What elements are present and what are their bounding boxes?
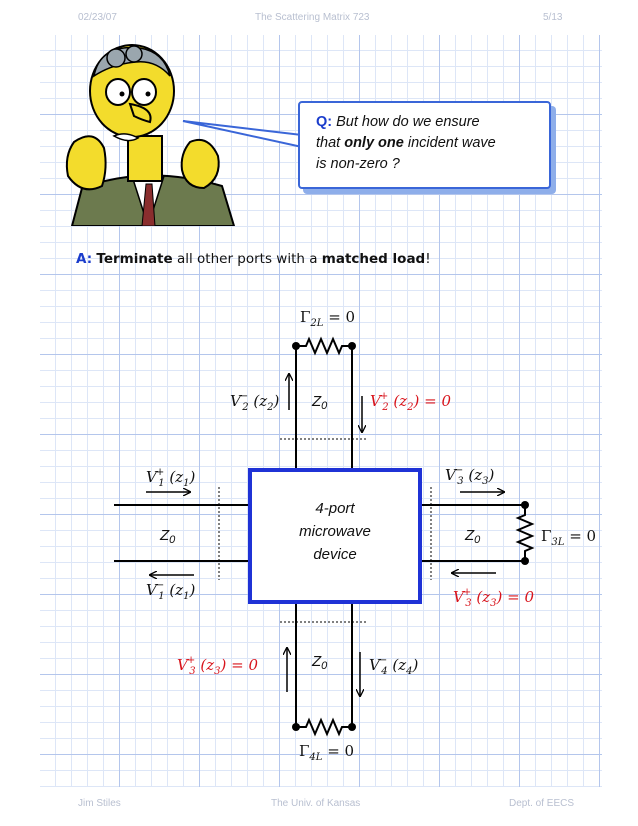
- v1-minus-label: V− 1 $(z_1)$: [146, 580, 196, 602]
- port-3-line: [422, 505, 532, 561]
- v1-plus-label: V+ 1 $(z_1)$: [146, 467, 196, 489]
- question-text: Q: But how do we ensure that only one incident wave is non-zero ?: [316, 114, 496, 172]
- v3-plus-zero-label: V+ 3 $(z_3) = 0$: [453, 587, 535, 609]
- device-label-2: microwave: [299, 523, 371, 540]
- header-page-number: 5/13: [543, 12, 563, 23]
- port-1-line: [114, 505, 248, 561]
- footer-department: Dept. of EECS: [509, 798, 575, 809]
- z0-port-1: $Z_0$: [160, 527, 176, 546]
- terminal-node: [521, 501, 529, 509]
- device-label-1: 4-port: [315, 500, 355, 517]
- v2-minus-label: V− 2 $(z_2)$: [230, 391, 280, 413]
- question-emphasis: only one: [344, 135, 404, 151]
- gamma-2l-label: $\Gamma_{2L} = 0$: [300, 308, 356, 329]
- gamma-4l-label: $\Gamma_{4L} = 0$: [299, 742, 355, 763]
- answer-label: A:: [76, 251, 93, 267]
- v4-plus-zero-label: V+ 3 $(z_3) = 0$: [177, 655, 259, 677]
- question-label: Q:: [316, 114, 333, 130]
- terminal-node: [292, 723, 300, 731]
- z0-port-4: $Z_0$: [312, 653, 328, 672]
- footer-author: Jim Stiles: [78, 798, 121, 809]
- terminal-node: [292, 342, 300, 350]
- terminal-node: [521, 557, 529, 565]
- header-date: 02/23/07: [78, 12, 117, 23]
- gamma-3l-label: $\Gamma_{3L} = 0$: [541, 527, 597, 548]
- answer-line: A: Terminate all other ports with a matched load!: [76, 251, 431, 267]
- header-title: The Scattering Matrix 723: [255, 12, 370, 23]
- device-label-3: device: [313, 546, 357, 563]
- terminal-node: [348, 723, 356, 731]
- v3-minus-label: V− 3 $(z_3)$: [445, 465, 495, 487]
- v4-minus-label: V− 4 $(z_4)$: [369, 655, 419, 677]
- terminal-node: [348, 342, 356, 350]
- footer-university: The Univ. of Kansas: [271, 798, 361, 809]
- z0-port-2: $Z_0$: [312, 393, 328, 412]
- v2-plus-zero-label: V+ 2 $(z_2) = 0$: [370, 391, 452, 413]
- z0-port-3: $Z_0$: [465, 527, 481, 546]
